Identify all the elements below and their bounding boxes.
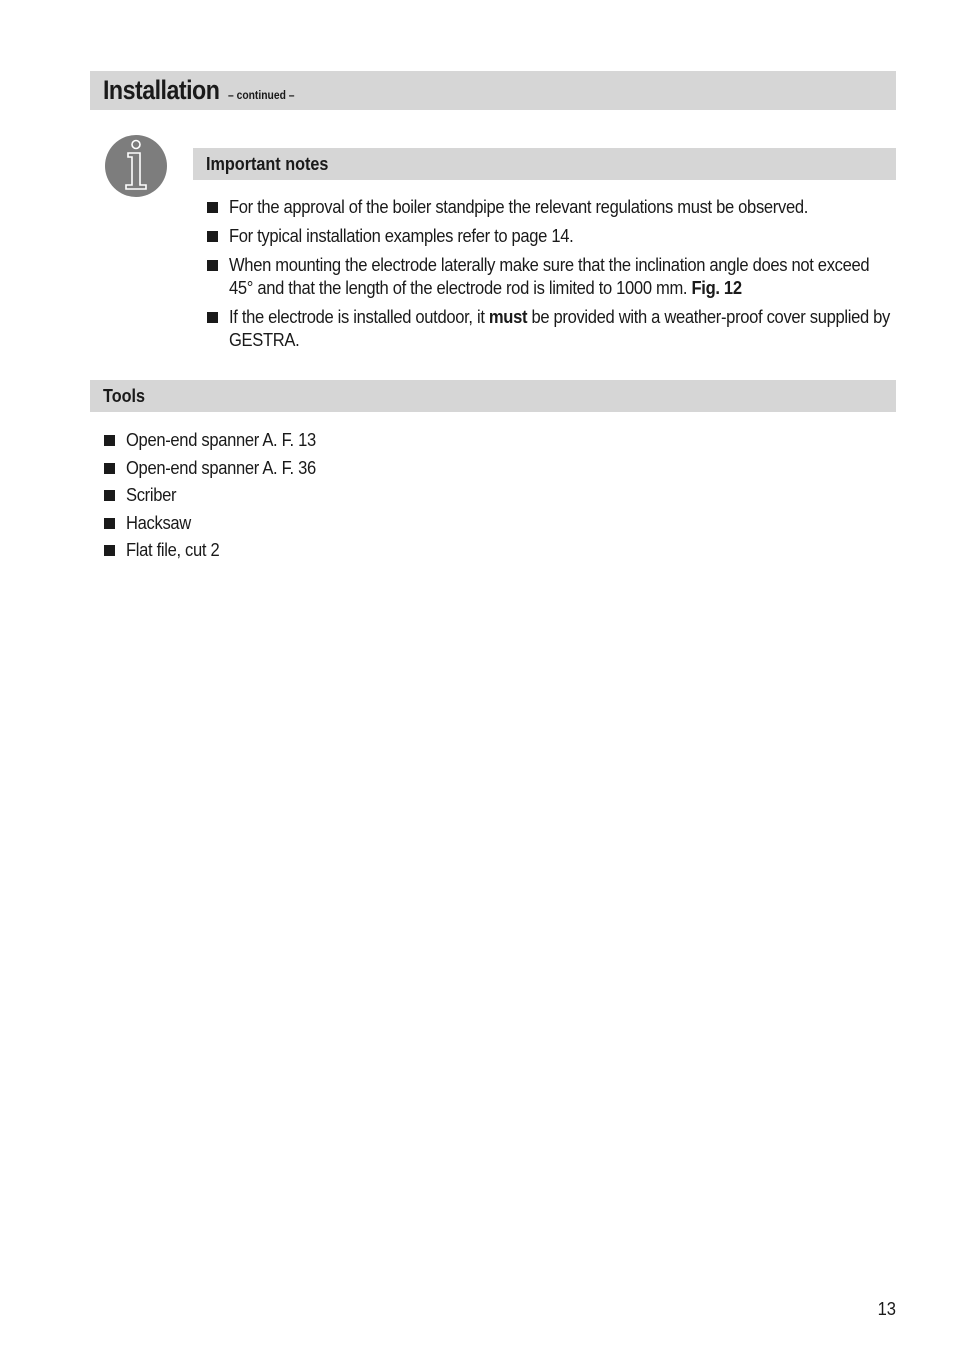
- figure-reference: Fig. 12: [691, 278, 742, 298]
- note-text-wrapper: [229, 254, 892, 300]
- note-text: When mounting the electrode laterally make sure that the inclination angle does not exceed 45° and that the length of the electrode rod is limited to 1000 mm.: [229, 255, 870, 298]
- note-text: For typical installation examples refer to page 14.: [229, 226, 574, 246]
- tools-header: [90, 380, 896, 412]
- note-text-after: be provided with a weather-proof cover supplied by GESTRA.: [229, 307, 891, 350]
- list-item: [206, 254, 896, 300]
- list-item: [103, 457, 332, 485]
- note-text: For the approval of the boiler standpipe the relevant regulations must be observed.: [229, 197, 809, 217]
- square-bullet-icon: [104, 463, 115, 474]
- section-header: [90, 71, 896, 110]
- tool-name: Scriber: [126, 485, 177, 505]
- tool-name: Hacksaw: [126, 512, 191, 533]
- list-item: [206, 225, 896, 248]
- info-icon: [104, 134, 168, 198]
- important-notes-header: [193, 148, 896, 180]
- list-item: [206, 306, 896, 352]
- important-notes-list: [206, 196, 896, 358]
- square-bullet-icon: [104, 518, 115, 529]
- page-title: [103, 75, 294, 110]
- list-item: [206, 196, 896, 219]
- page-number: 13: [877, 1299, 896, 1319]
- square-bullet-icon: [104, 435, 115, 446]
- list-item: [103, 429, 332, 457]
- page-subtitle: – continued –: [227, 88, 295, 102]
- note-emphasis: must: [488, 307, 528, 327]
- square-bullet-icon: [207, 231, 218, 242]
- list-item: [103, 484, 332, 512]
- list-item: [103, 539, 332, 567]
- list-item: [103, 512, 332, 540]
- square-bullet-icon: [207, 260, 218, 271]
- note-text-wrapper: [229, 306, 892, 352]
- square-bullet-icon: [104, 490, 115, 501]
- tool-name: Open-end spanner A. F. 13: [126, 430, 316, 450]
- square-bullet-icon: [104, 545, 115, 556]
- tool-name: Flat file, cut 2: [126, 540, 220, 560]
- page-title-text: Installation: [103, 75, 220, 105]
- square-bullet-icon: [207, 202, 218, 213]
- tools-list: [103, 429, 332, 567]
- square-bullet-icon: [207, 312, 218, 323]
- note-text-before: If the electrode is installed outdoor, it: [229, 307, 489, 327]
- tool-name: Open-end spanner A. F. 36: [126, 457, 316, 478]
- tools-title: Tools: [103, 386, 146, 406]
- important-notes-title: Important notes: [206, 154, 329, 174]
